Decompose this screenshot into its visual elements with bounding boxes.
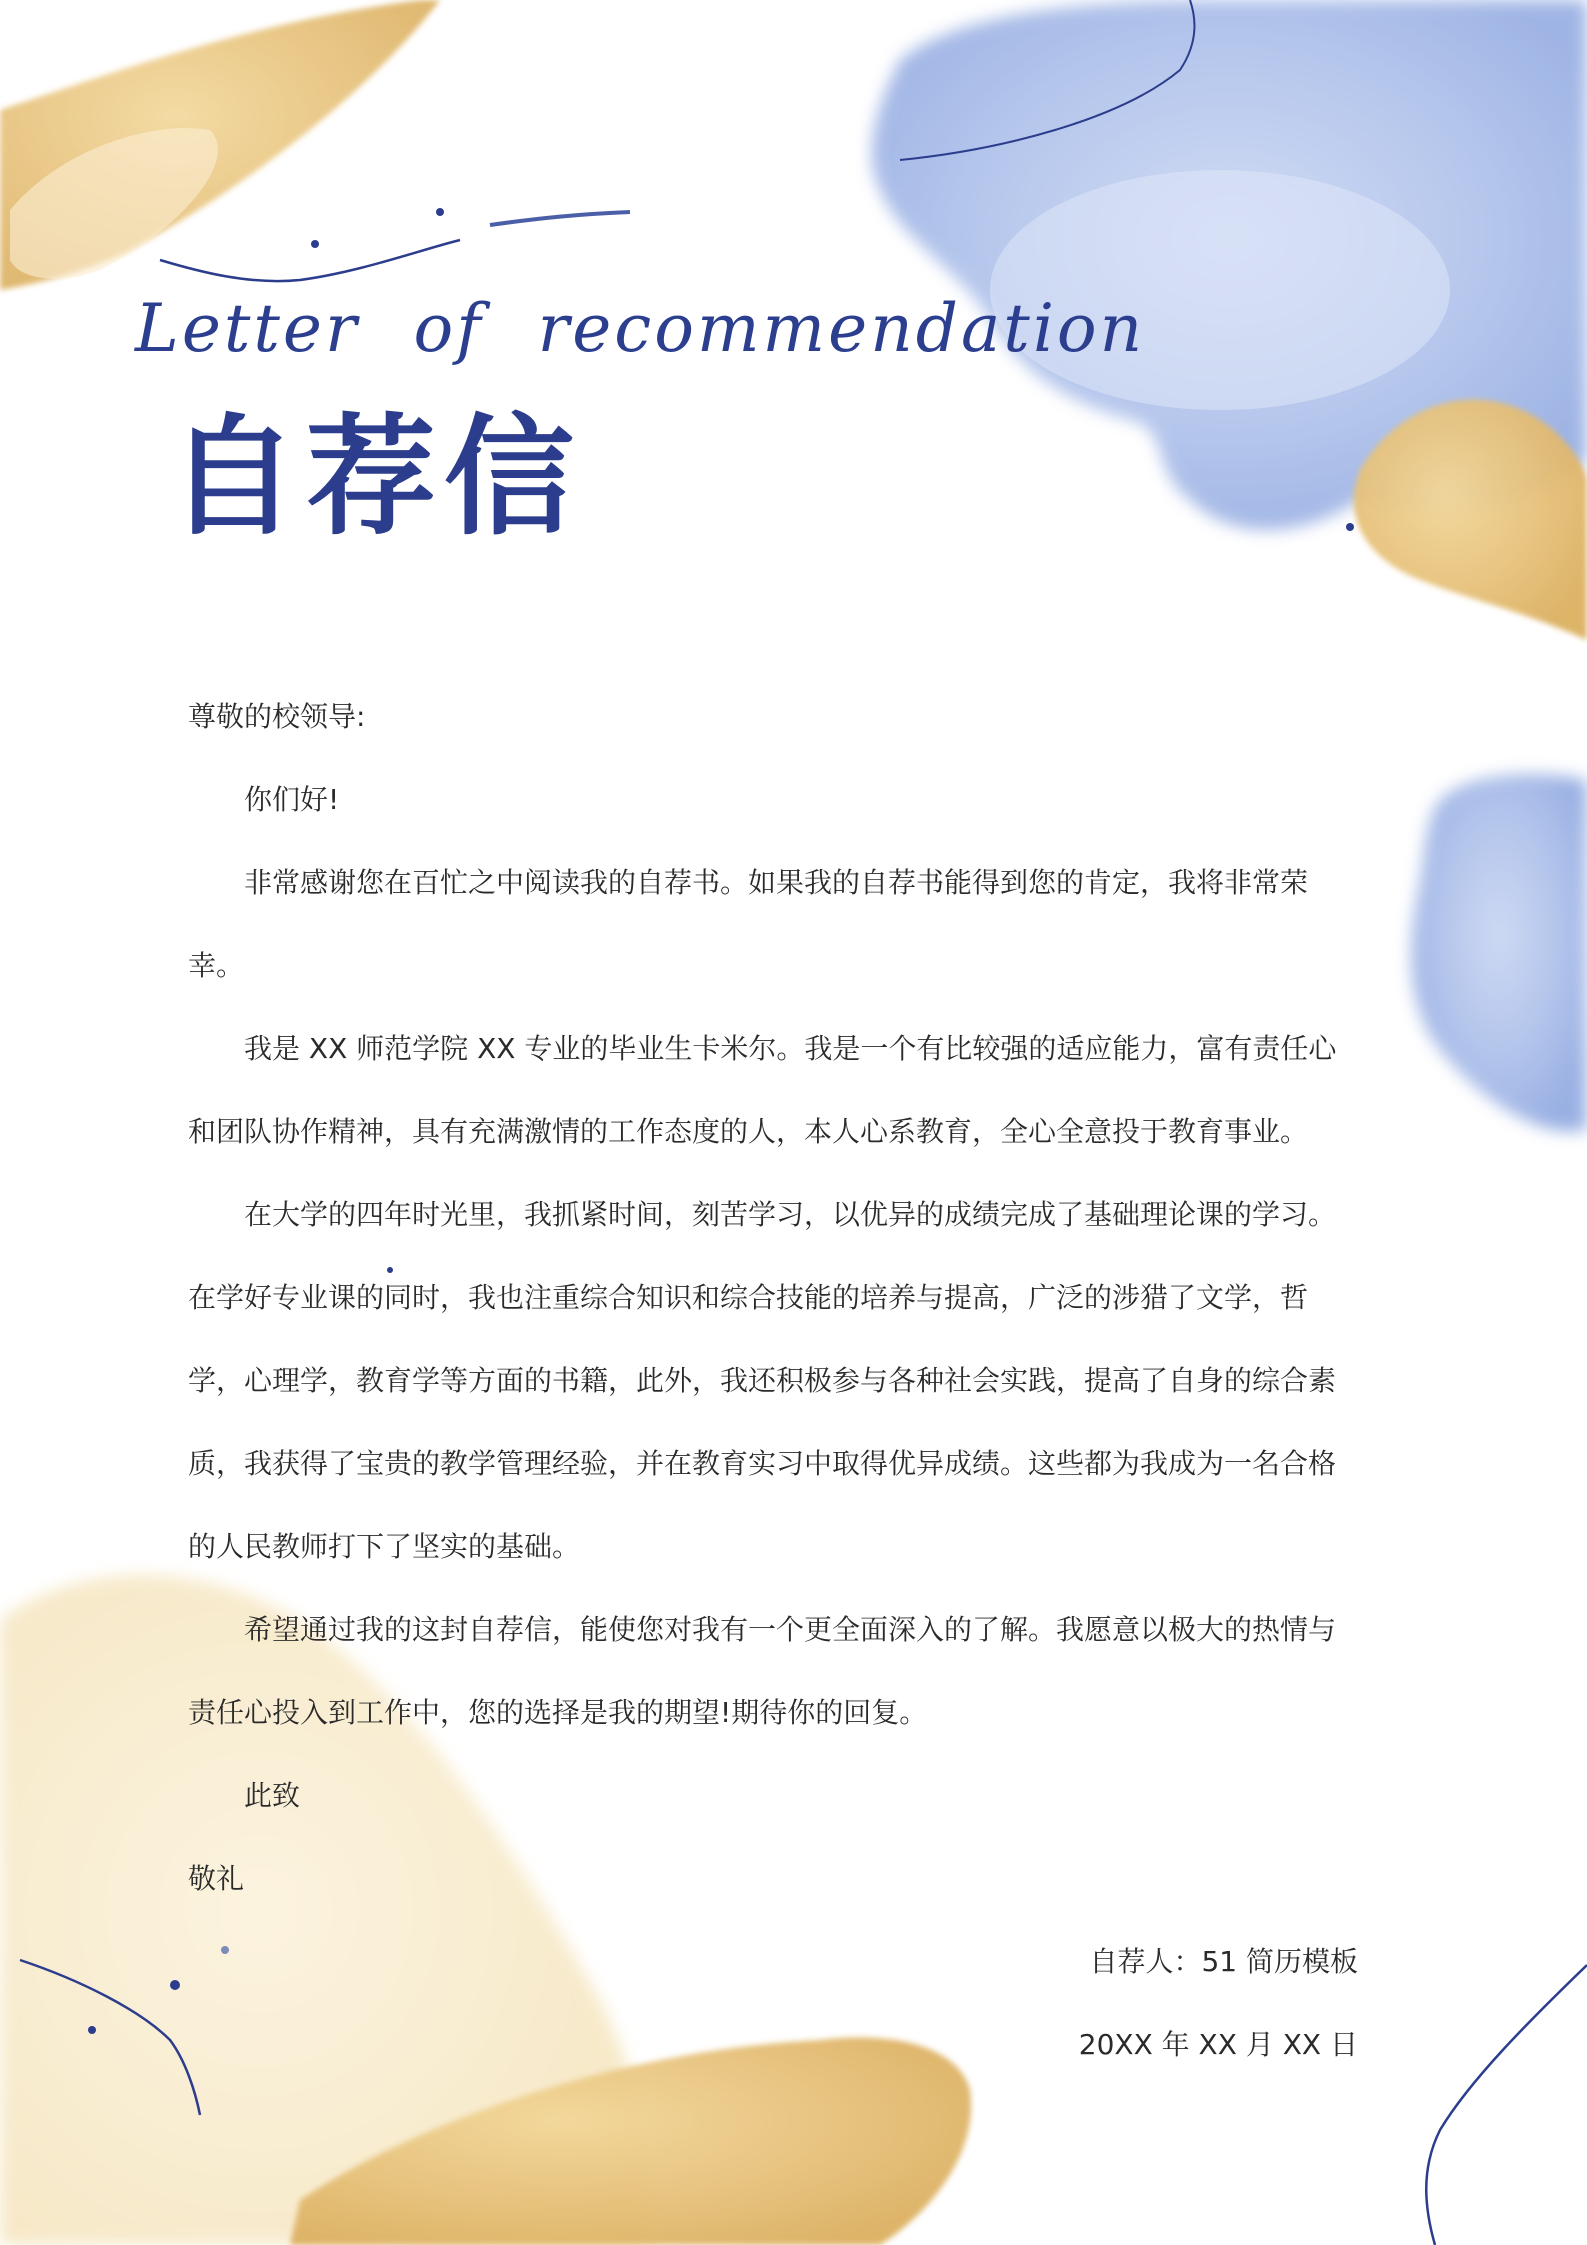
closing-cizhi: 此致	[244, 1779, 301, 1812]
paragraph-3: 在大学的四年时光里，我抓紧时间，刻苦学习，以优异的成绩完成了基础理论课的学习。在学好专业课的同时，我也注重综合知识和综合技能的培养与提高，广泛的涉猎了文学，哲学，心理学，教育学等方面的书籍，此外，我还积极参与各种社会实践，提高了自身的综合素质，我获得了宝贵的教学管理经验，并在教育实习中取得优异成绩。这些都为我成为一名合格的人民教师打下了坚实的基础。	[188, 1198, 1337, 1563]
letter-body	[188, 675, 1358, 2086]
blue-wash-mid-right	[1411, 774, 1587, 1132]
ink-line-bottom-right	[1426, 1965, 1587, 2245]
closing-jingli: 敬礼	[188, 1862, 245, 1895]
salutation: 尊敬的校领导:	[188, 700, 366, 733]
paragraph-2: 我是 XX 师范学院 XX 专业的毕业生卡米尔。我是一个有比较强的适应能力，富有责任心和团队协作精神，具有充满激情的工作态度的人，本人心系教育，全心全意投于教育事业。	[188, 1032, 1337, 1148]
date: 20XX 年 XX 月 XX 日	[1078, 2028, 1358, 2061]
greeting: 你们好!	[244, 783, 340, 816]
paragraph-4: 希望通过我的这封自荐信，能使您对我有一个更全面深入的了解。我愿意以极大的热情与责任心投入到工作中，您的选择是我的期望!期待你的回复。	[188, 1613, 1337, 1729]
gold-wash-right	[1354, 400, 1587, 640]
signature: 自荐人：51 简历模板	[1089, 1945, 1358, 1978]
paragraph-1: 非常感谢您在百忙之中阅读我的自荐书。如果我的自荐书能得到您的肯定，我将非常荣幸。	[188, 866, 1309, 982]
title-chinese: 自荐信	[168, 400, 583, 553]
title-english: Letter of recommendation	[135, 290, 1146, 367]
ink-line-top	[160, 240, 460, 281]
